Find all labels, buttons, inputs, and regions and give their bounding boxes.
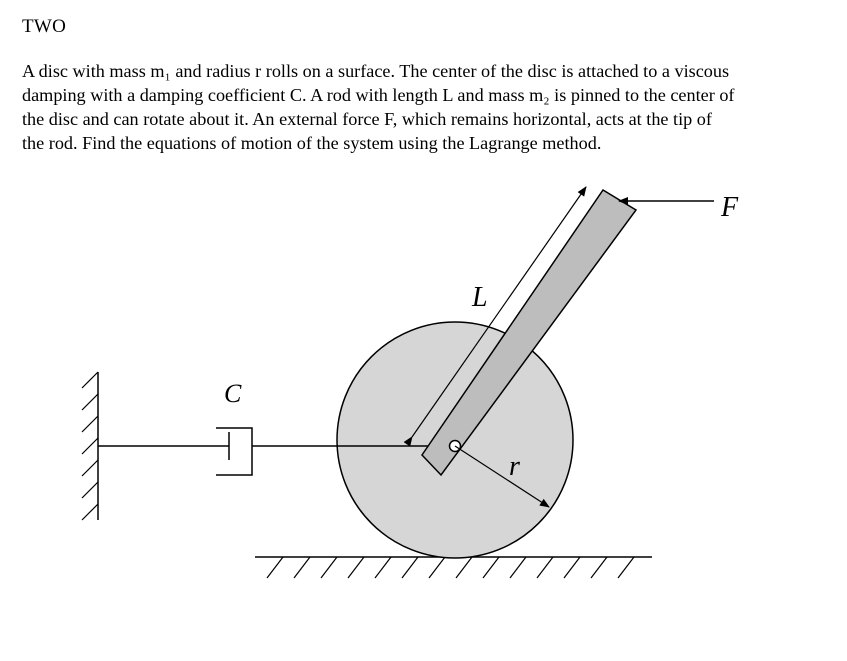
fixed-wall: [82, 372, 98, 520]
problem-line: damping with a damping coefficient C. A rod with length L and mass m₂ is pinned to the center of: [22, 85, 735, 105]
damping-label: C: [224, 379, 242, 408]
problem-line: the rod. Find the equations of motion of the system using the Lagrange method.: [22, 133, 602, 153]
problem-line: the disc and can rotate about it. An external force F, which remains horizontal, acts at the tip of: [22, 109, 712, 129]
ground-surface: [255, 557, 652, 578]
section-heading: TWO: [22, 16, 67, 37]
radius-label: r: [509, 451, 520, 482]
force-label: F: [721, 192, 739, 223]
problem-line: A disc with mass m₁ and radius r rolls on a surface. The center of the disc is attached to a viscous: [22, 61, 730, 81]
length-label: L: [472, 282, 488, 313]
